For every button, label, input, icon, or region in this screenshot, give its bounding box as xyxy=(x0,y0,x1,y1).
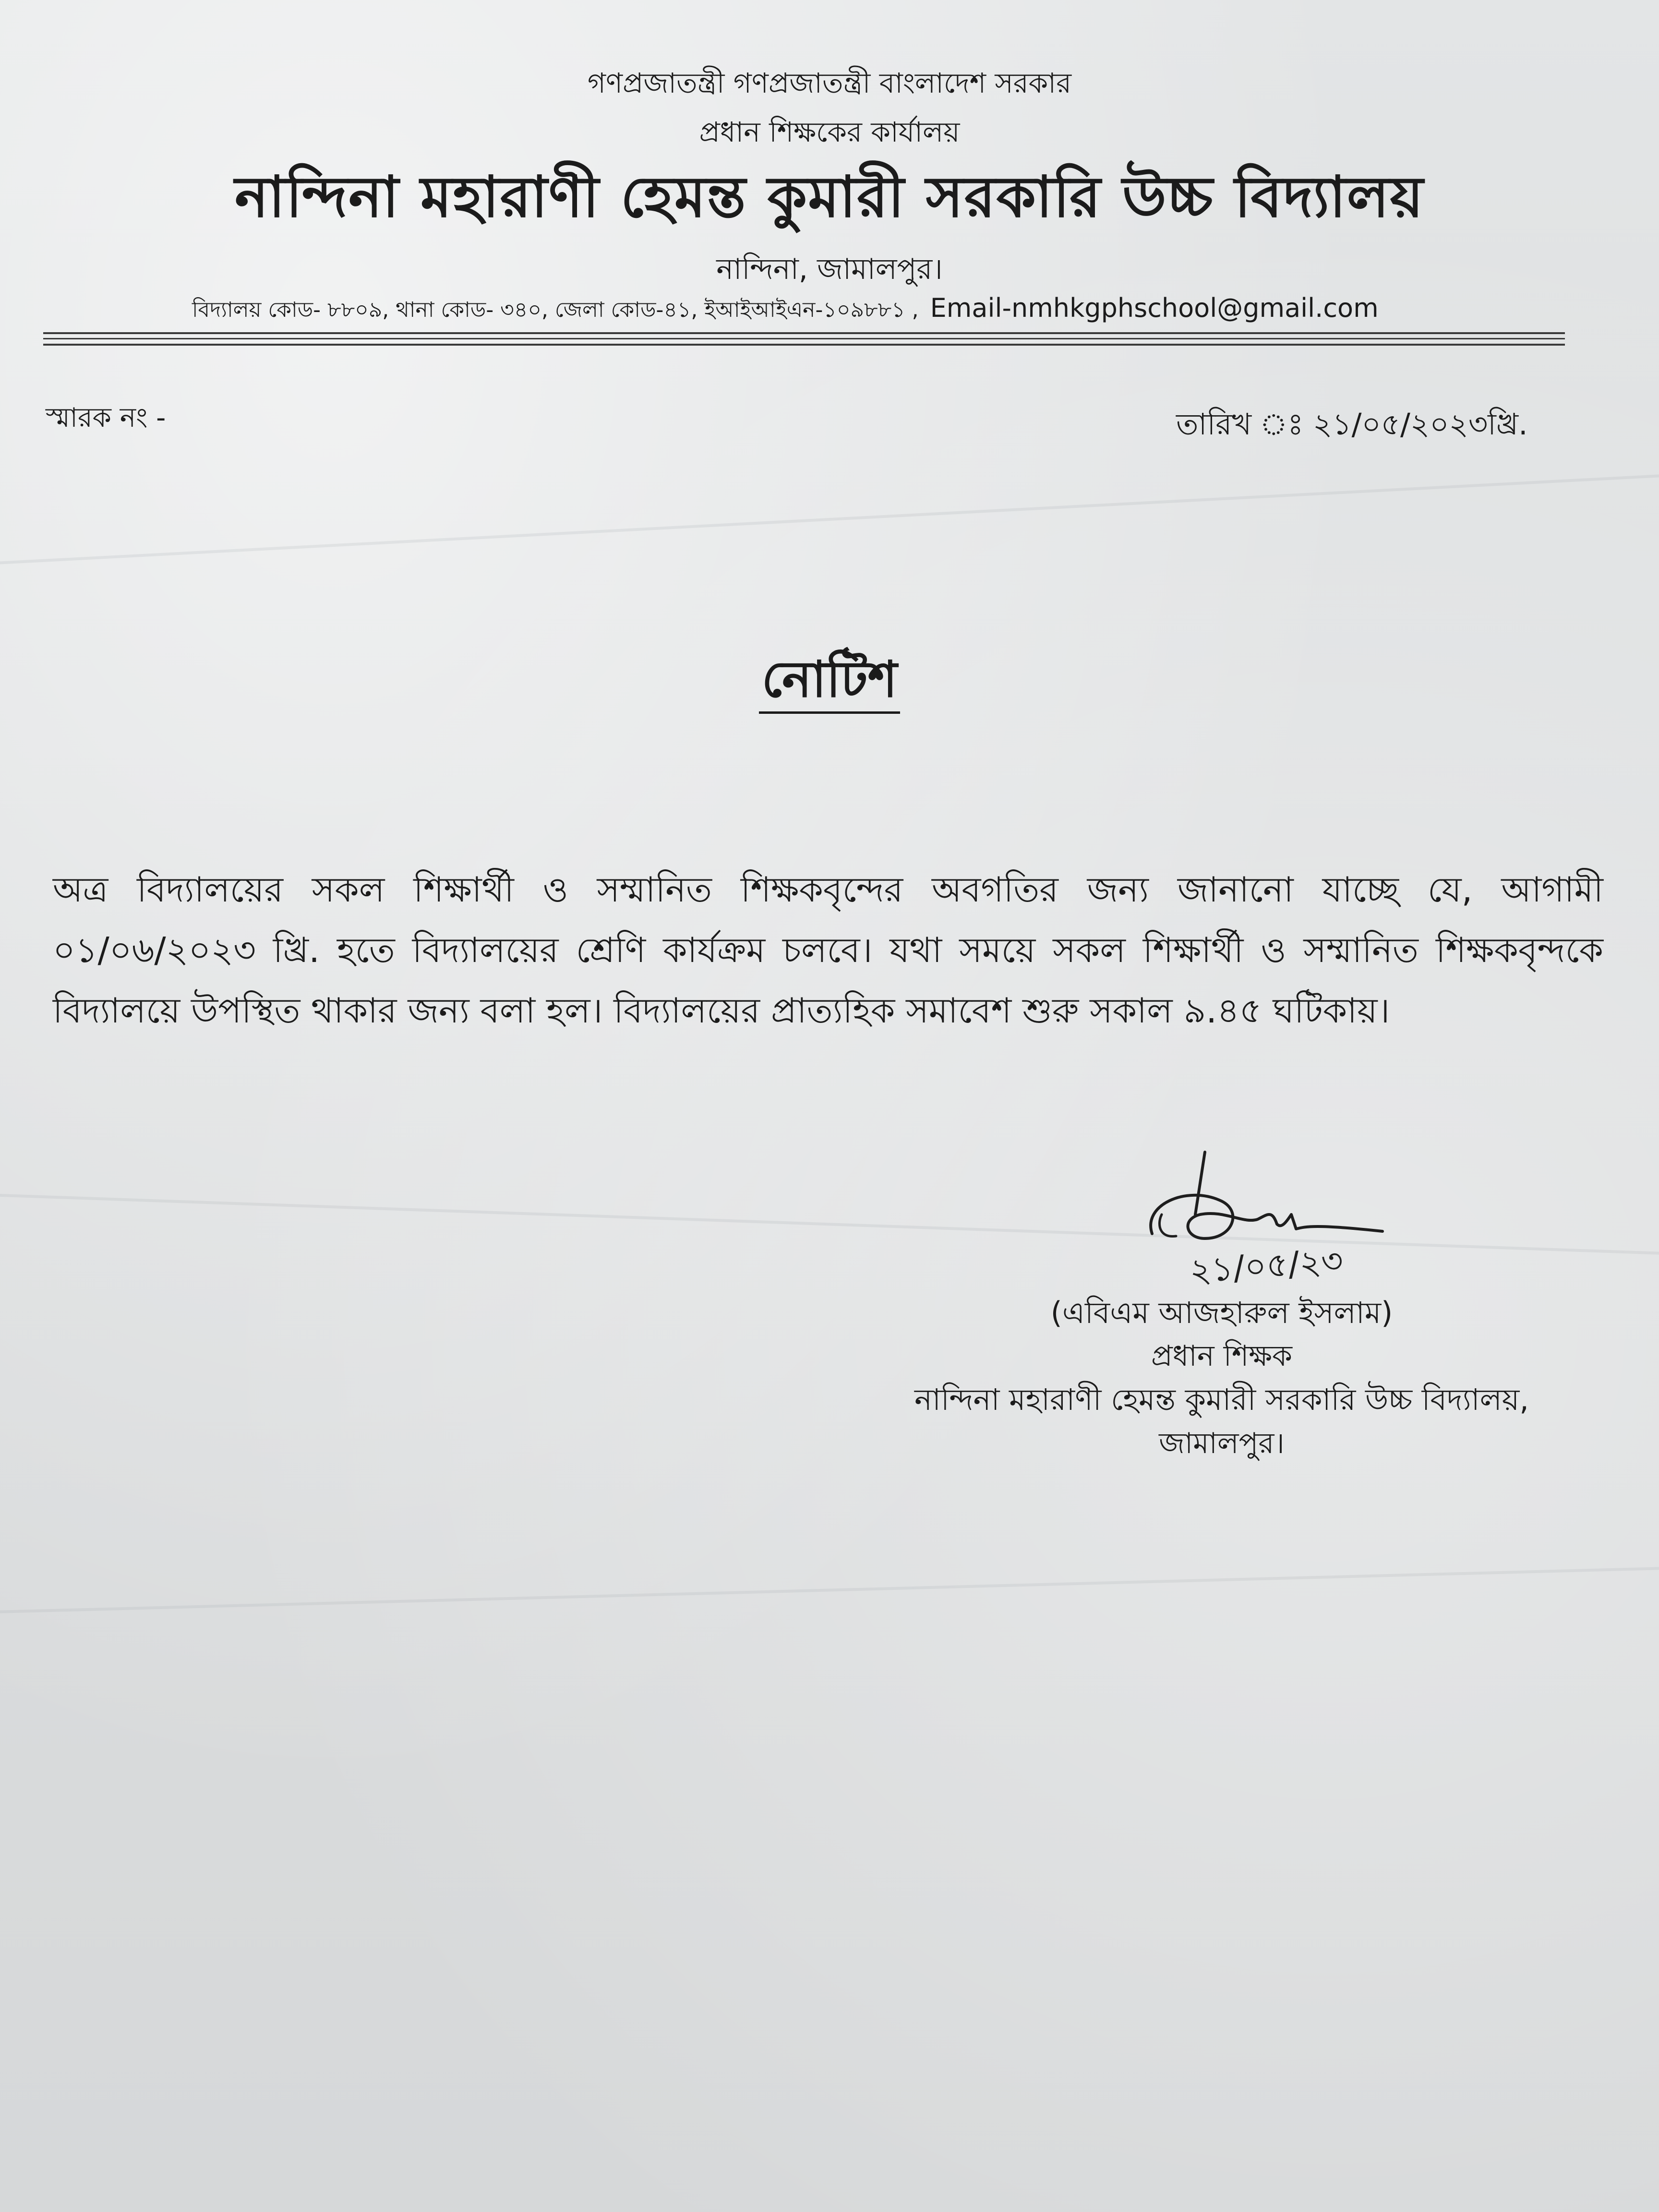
paper-crease xyxy=(0,1564,1659,1616)
school-name-heading: নান্দিনা মহারাণী হেমন্ত কুমারী সরকারি উচ্চ বিদ্যালয় xyxy=(234,164,1425,230)
signatory-school: নান্দিনা মহারাণী হেমন্ত কুমারী সরকারি উচ্চ বিদ্যালয়, xyxy=(914,1382,1529,1417)
office-line: প্রধান শিক্ষকের কার্যালয় xyxy=(699,116,960,148)
handwritten-signature xyxy=(1133,1142,1402,1301)
signatory-place: জামালপুর। xyxy=(1159,1427,1285,1460)
notice-title-text: নোটিশ xyxy=(759,650,900,714)
notice-title xyxy=(0,648,1659,710)
paper-crease xyxy=(0,469,1659,569)
notice-date: তারিখ ঃ ২১/০৫/২০২৩খ্রি. xyxy=(1176,407,1528,442)
signatory-role: প্রধান শিক্ষক xyxy=(1151,1339,1292,1373)
header-divider xyxy=(43,332,1565,349)
signatory-block xyxy=(816,1291,1627,1465)
signatory-name: (এবিএম আজহারুল ইসলাম) xyxy=(1050,1295,1393,1330)
paper-crease xyxy=(0,1190,1659,1259)
memo-number-label: স্মারক নং - xyxy=(46,402,166,433)
notice-body: অত্র বিদ্যালয়ের সকল শিক্ষার্থী ও সম্মানিত শিক্ষকবৃন্দের অবগতির জন্য জানানো যাচ্ছে যে, আগামী ০১/০৬/২০২৩ খ্রি. হতে বিদ্যালয়ের শ্রেণি কার্যক্রম চলবে। যথা সময়ে সকল শিক্ষার্থী ও সম্মানিত শিক্ষকবৃন্দকে বিদ্যালয়ে উপস্থিত থাকার জন্য বলা হল। বিদ্যালয়ের প্রাত্যহিক সমাবেশ শুরু সকাল ৯.৪৫ ঘটিকায়। xyxy=(53,869,1603,1031)
school-email: Email-nmhkgphschool@gmail.com xyxy=(930,293,1379,323)
school-address: নান্দিনা, জামালপুর। xyxy=(716,252,943,286)
government-line: গণপ্রজাতন্ত্রী গণপ্রজাতন্ত্রী বাংলাদেশ সরকার xyxy=(588,67,1071,99)
signature-date: ২১/০৫/২৩ xyxy=(1188,1240,1345,1291)
school-codes-line xyxy=(192,294,1379,325)
school-codes: বিদ্যালয় কোড- ৮৮০৯, থানা কোড- ৩৪০, জেলা কোড-৪১, ইআইআইএন-১০৯৮৮১ , xyxy=(192,298,919,322)
